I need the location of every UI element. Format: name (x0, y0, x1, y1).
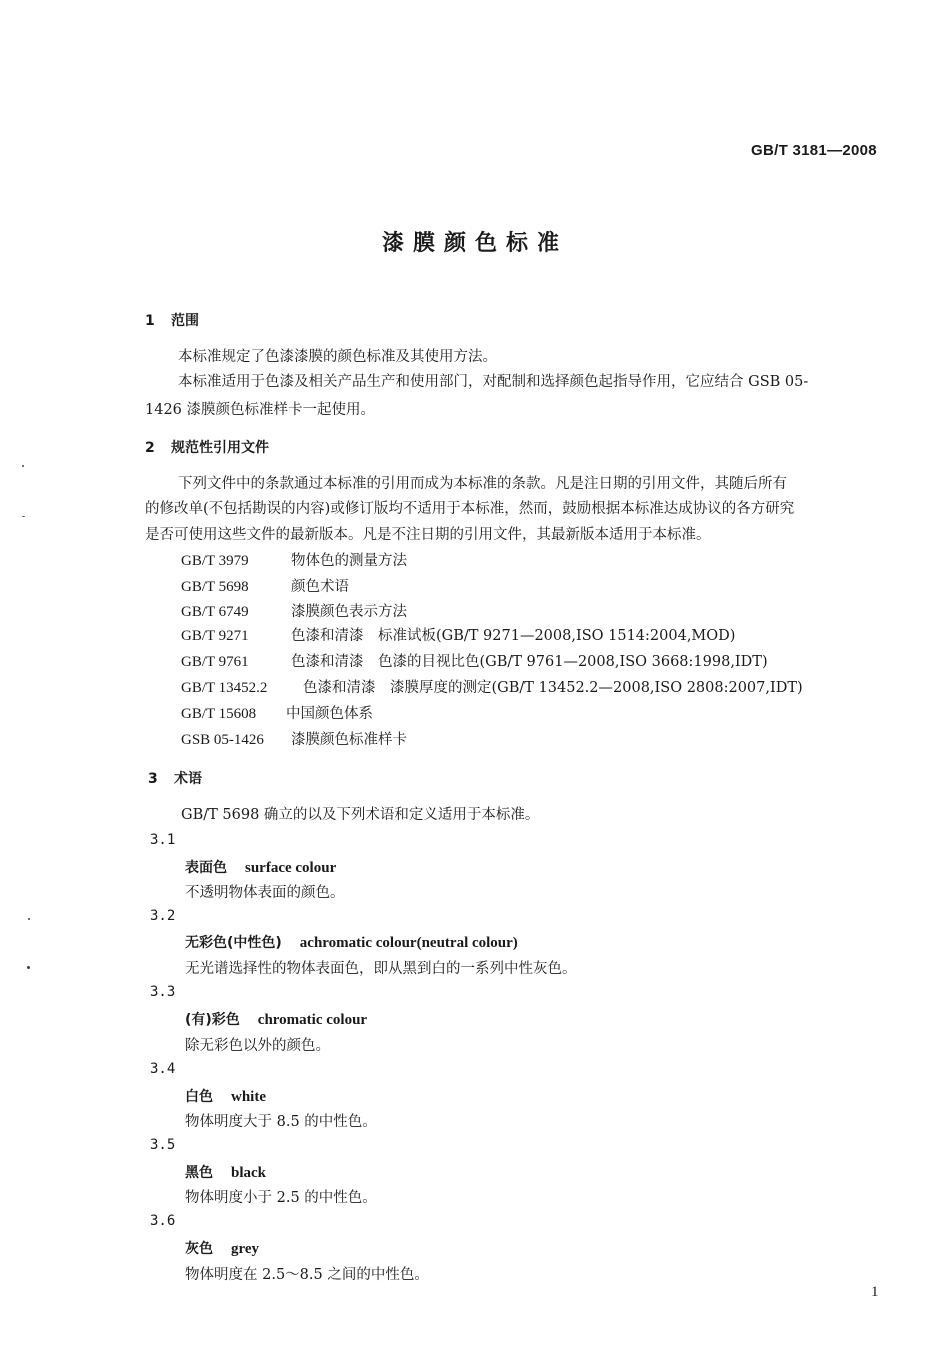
term-chinese: 白色 (185, 1089, 213, 1105)
term-chinese: 黑色 (185, 1165, 213, 1181)
reference-title: 颜色术语 (291, 579, 349, 595)
term-heading (185, 1009, 367, 1029)
reference-item (181, 650, 768, 671)
reference-code: GB/T 5698 (181, 579, 249, 595)
section-title: 规范性引用文件 (171, 440, 269, 456)
term-number: 3.3 (150, 984, 176, 1000)
reference-code: GB/T 9271 (181, 628, 249, 644)
section-title: 范围 (171, 313, 199, 329)
terms-intro: GB/T 5698 确立的以及下列术语和定义适用于本标准。 (181, 807, 540, 823)
scope-paragraph-2-line-1: 本标准适用于色漆及相关产品生产和使用部门，对配制和选择颜色起指导作用，它应结合 GSB 05- (178, 374, 809, 390)
term-chinese: 灰色 (185, 1241, 213, 1257)
scan-speck (27, 966, 30, 969)
term-definition: 不透明物体表面的颜色。 (185, 885, 345, 901)
reference-item (181, 600, 407, 621)
term-number: 3.2 (150, 908, 176, 924)
section-number: 1 (145, 313, 155, 329)
term-definition: 物体明度大于 8.5 的中性色。 (185, 1114, 377, 1130)
reference-code: GSB 05-1426 (181, 732, 264, 748)
reference-item (181, 549, 407, 570)
term-english: grey (231, 1241, 260, 1257)
term-heading (185, 857, 336, 877)
term-english: black (231, 1165, 267, 1181)
reference-title: 漆膜颜色标准样卡 (291, 732, 407, 748)
reference-title: 中国颜色体系 (286, 706, 373, 722)
reference-code: GB/T 6749 (181, 604, 249, 620)
reference-item (181, 728, 407, 749)
references-intro-line-2: 的修改单(不包括勘误的内容)或修订版均不适用于本标准，然而，鼓励根据本标准达成协议的各方研究 (145, 501, 795, 517)
standard-number: GB/T 3181—2008 (751, 142, 877, 159)
term-english: achromatic colour(neutral colour) (299, 935, 518, 951)
term-number: 3.5 (150, 1137, 176, 1153)
term-heading (185, 932, 518, 952)
scope-paragraph-1: 本标准规定了色漆漆膜的颜色标准及其使用方法。 (178, 349, 497, 365)
term-heading (185, 1162, 266, 1182)
reference-title: 色漆和清漆 标准试板(GB/T 9271—2008,ISO 1514:2004,MOD) (291, 628, 736, 644)
term-definition: 物体明度在 2.5～8.5 之间的中性色。 (185, 1267, 429, 1283)
reference-code: GB/T 3979 (181, 553, 249, 569)
section-number: 3 (148, 771, 158, 787)
term-definition: 无光谱选择性的物体表面色，即从黑到白的一系列中性灰色。 (185, 961, 577, 977)
term-definition: 除无彩色以外的颜色。 (185, 1038, 330, 1054)
term-chinese: 无彩色(中性色) (185, 935, 282, 951)
scan-speck (28, 918, 30, 920)
term-definition: 物体明度小于 2.5 的中性色。 (185, 1190, 377, 1206)
section-3-heading (148, 768, 202, 788)
reference-item (181, 702, 373, 723)
term-english: white (231, 1089, 266, 1105)
references-intro-line-3: 是否可使用这些文件的最新版本。凡是不注日期的引用文件，其最新版本适用于本标准。 (145, 527, 711, 543)
term-number: 3.6 (150, 1213, 176, 1229)
section-title: 术语 (174, 771, 202, 787)
term-chinese: (有)彩色 (185, 1012, 240, 1028)
section-number: 2 (145, 440, 155, 456)
scan-speck (22, 465, 24, 467)
reference-item (181, 676, 803, 697)
reference-title: 色漆和清漆 漆膜厚度的测定(GB/T 13452.2—2008,ISO 2808:2007,IDT) (303, 680, 803, 696)
section-2-heading (145, 437, 269, 457)
term-heading (185, 1086, 266, 1106)
references-intro-line-1: 下列文件中的条款通过本标准的引用而成为本标准的条款。凡是注日期的引用文件，其随后所有 (178, 476, 787, 492)
page-number: 1 (871, 1284, 879, 1300)
reference-code: GB/T 13452.2 (181, 680, 268, 696)
term-english: chromatic colour (257, 1012, 368, 1028)
reference-title: 物体色的测量方法 (291, 553, 407, 569)
document-title: 漆膜颜色标准 (381, 231, 568, 256)
section-1-heading (145, 310, 199, 330)
reference-item (181, 624, 735, 645)
reference-code: GB/T 15608 (181, 706, 257, 722)
term-number: 3.4 (150, 1061, 176, 1077)
scan-speck (22, 516, 25, 517)
scope-paragraph-2-line-2: 1426 漆膜颜色标准样卡一起使用。 (145, 402, 376, 418)
term-heading (185, 1238, 259, 1258)
reference-item (181, 575, 349, 596)
reference-title: 漆膜颜色表示方法 (291, 604, 407, 620)
term-number: 3.1 (150, 832, 176, 848)
reference-title: 色漆和清漆 色漆的目视比色(GB/T 9761—2008,ISO 3668:1998,IDT) (291, 654, 768, 670)
term-chinese: 表面色 (185, 860, 227, 876)
reference-code: GB/T 9761 (181, 654, 249, 670)
term-english: surface colour (245, 860, 337, 876)
